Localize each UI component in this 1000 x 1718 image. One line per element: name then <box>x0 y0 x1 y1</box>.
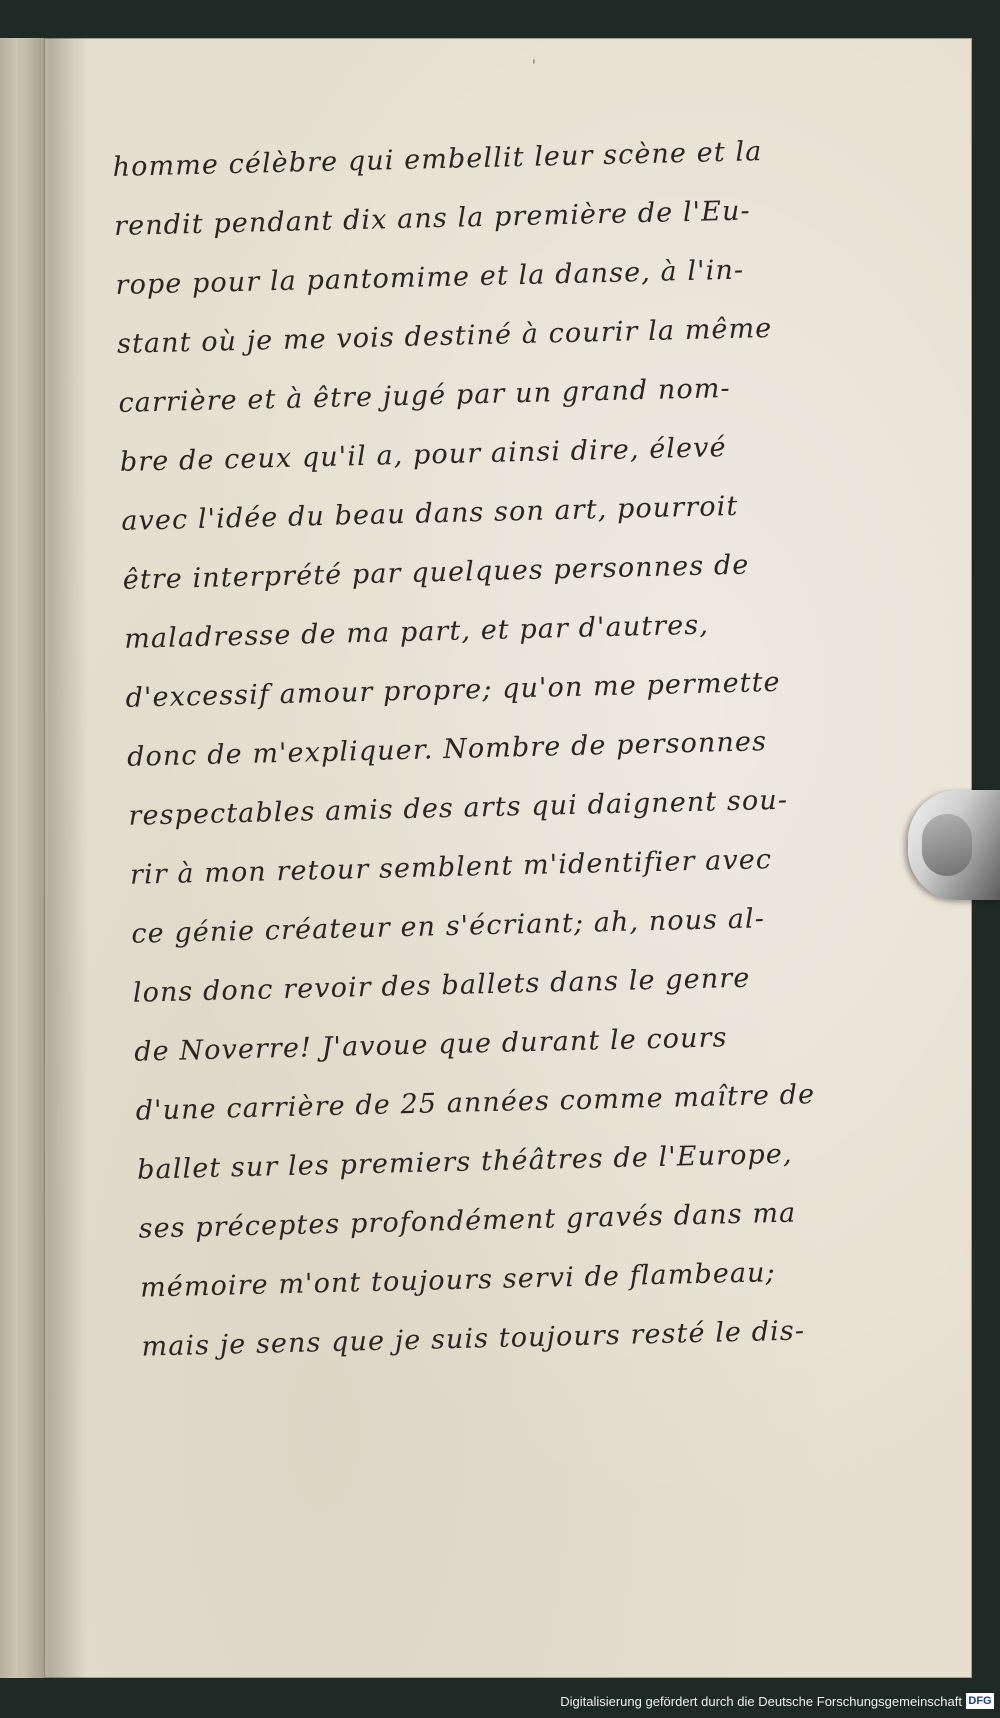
text-line: maladresse de ma part, et par d'autres, <box>123 609 710 655</box>
text-line: rir à mon retour semblent m'identifier avec <box>129 844 773 891</box>
text-line: rope pour la pantomime et la danse, à l'in- <box>115 254 745 301</box>
digitization-footer <box>0 1690 1000 1718</box>
page-text <box>112 120 862 1376</box>
gutter-shadow <box>18 38 88 1678</box>
text-line: rendit pendant dix ans la première de l'Eu- <box>113 195 752 242</box>
text-line: être interprété par quelques personnes de <box>122 549 750 596</box>
text-line: mais je sens que je suis toujours resté le dis- <box>141 1315 806 1363</box>
text-line: ballet sur les premiers théâtres de l'Europe, <box>136 1138 793 1186</box>
text-line: avec l'idée du beau dans son art, pourroit <box>120 490 739 537</box>
text-line: d'excessif amour propre; qu'on me permette <box>125 666 782 714</box>
text-line: ce génie créateur en s'écriant; ah, nous al- <box>131 903 766 950</box>
page-clip-inner <box>922 814 972 876</box>
text-line: mémoire m'ont toujours servi de flambeau; <box>139 1257 777 1304</box>
text-line: donc de m'expliquer. Nombre de personnes <box>126 726 768 773</box>
text-line: d'une carrière de 25 années comme maître de <box>135 1079 816 1127</box>
funding-credit: Digitalisierung gefördert durch die Deutsche Forschungsgemeinschaft <box>560 1694 962 1709</box>
text-line: respectables amis des arts qui daignent sou- <box>128 784 789 832</box>
text-line: bre de ceux qu'il a, pour ainsi dire, élevé <box>119 432 727 478</box>
text-line: de Noverre! J'avoue que durant le cours <box>133 1022 728 1068</box>
text-line: homme célèbre qui embellit leur scène et la <box>112 136 763 183</box>
dfg-logo-icon: DFG <box>966 1693 994 1709</box>
text-line: carrière et à être jugé par un grand nom- <box>118 372 732 419</box>
page-top-mark: ' <box>532 58 536 74</box>
text-line: lons donc revoir des ballets dans le genre <box>132 962 751 1009</box>
page-clip <box>908 790 1000 900</box>
text-line: ses préceptes profondément gravés dans ma <box>138 1197 797 1245</box>
text-line: stant où je me vois destiné à courir la même <box>116 312 773 360</box>
